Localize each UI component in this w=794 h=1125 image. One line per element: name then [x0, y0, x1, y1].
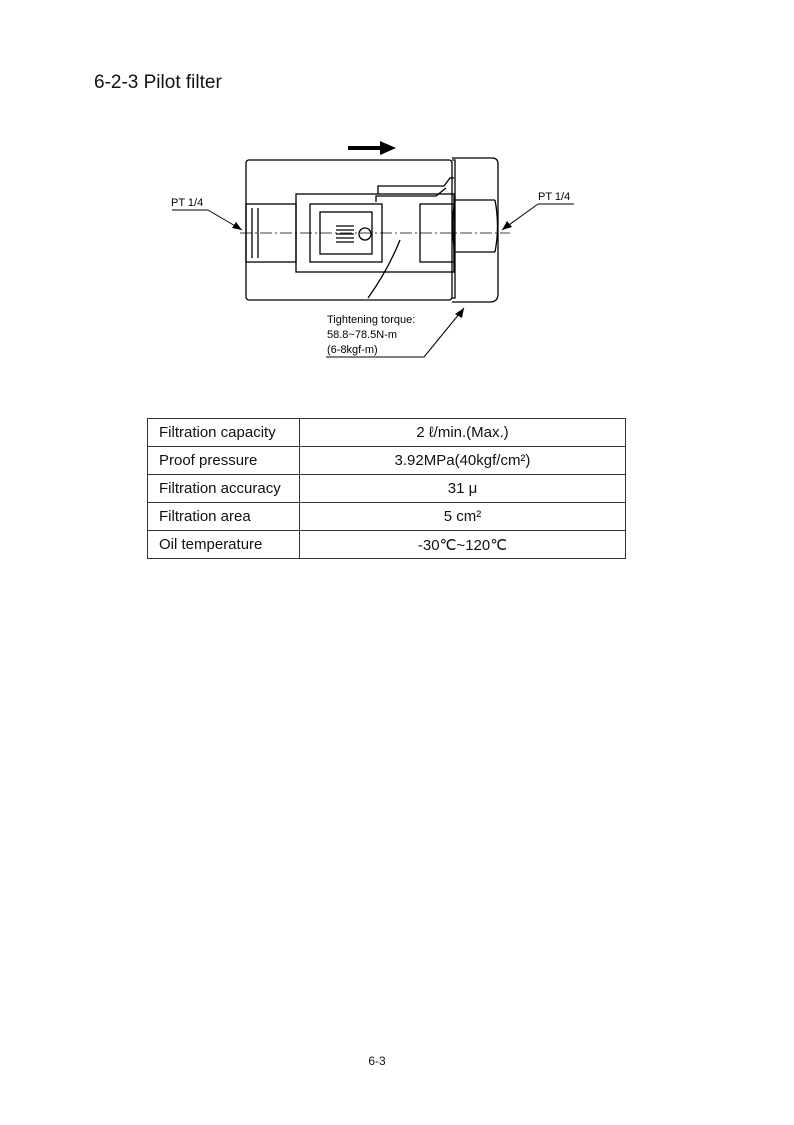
- specifications-table: [147, 418, 626, 559]
- page-title: 6-2-3 Pilot filter: [94, 72, 222, 93]
- pilot-filter-diagram: [150, 130, 630, 370]
- torque-label-line3: (6-8kgf-m): [327, 344, 378, 356]
- table-row: [148, 447, 626, 475]
- spec-value: -30℃~120℃: [300, 531, 626, 559]
- table-row: [148, 475, 626, 503]
- spec-label: Proof pressure: [148, 447, 300, 475]
- page-number: 6-3: [368, 1054, 386, 1068]
- torque-label-line1: Tightening torque:: [327, 314, 416, 326]
- spec-value: 2 ℓ/min.(Max.): [300, 419, 626, 447]
- spec-label: Filtration capacity: [148, 419, 300, 447]
- spec-label: Filtration area: [148, 503, 300, 531]
- table-row: [148, 531, 626, 559]
- spec-value: 31 μ: [300, 475, 626, 503]
- port-left-leader: [172, 210, 242, 230]
- spec-label: Oil temperature: [148, 531, 300, 559]
- table-row: [148, 503, 626, 531]
- port-left-label: PT 1/4: [171, 197, 204, 209]
- torque-label-line2: 58.8~78.5N-m: [327, 329, 398, 341]
- table-row: [148, 419, 626, 447]
- spec-value: 5 cm²: [300, 503, 626, 531]
- spec-value: 3.92MPa(40kgf/cm²): [300, 447, 626, 475]
- flow-direction-arrow: [348, 141, 396, 155]
- filter-body: [246, 158, 498, 302]
- port-right-label: PT 1/4: [538, 191, 571, 203]
- spec-label: Filtration accuracy: [148, 475, 300, 503]
- port-right-leader: [502, 204, 574, 230]
